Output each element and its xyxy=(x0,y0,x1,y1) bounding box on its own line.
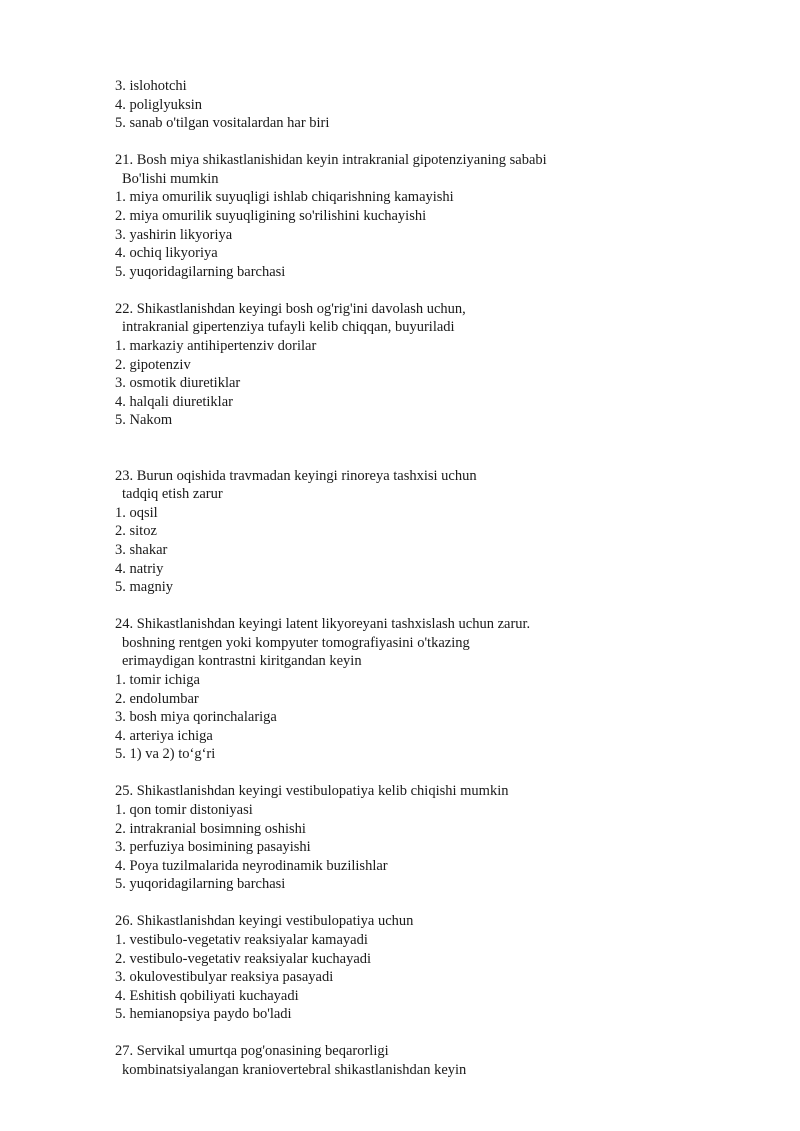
option-item: 3. islohotchi xyxy=(115,78,187,94)
option-item: 2. miya omurilik suyuqligining so'rilishini kuchayishi xyxy=(115,207,427,224)
option-item: 5. 1) va 2) to‘g‘ri xyxy=(115,746,216,763)
option-item: 2. endolumbar xyxy=(115,690,199,707)
document-page xyxy=(115,77,755,1079)
question-text: erimaydigan kontrastni kiritgandan keyin xyxy=(122,653,362,670)
option-item: 3. perfuziya bosimining pasayishi xyxy=(115,839,311,856)
option-item: 4. Eshitish qobiliyati kuchayadi xyxy=(115,987,299,1004)
option-item: 3. osmotik diuretiklar xyxy=(115,375,241,392)
question-24 xyxy=(115,615,755,764)
question-25 xyxy=(115,782,755,894)
question-text: 23. Burun oqishida travmadan keyingi rinoreya tashxisi uchun xyxy=(115,467,477,484)
option-item: 1. miya omurilik suyuqligi ishlab chiqarishning kamayishi xyxy=(115,189,454,206)
option-item: 5. yuqoridagilarning barchasi xyxy=(115,263,286,280)
question-text: 25. Shikastlanishdan keyingi vestibulopatiya kelib chiqishi mumkin xyxy=(115,783,509,800)
option-item: 2. vestibulo-vegetativ reaksiyalar kuchayadi xyxy=(115,950,372,967)
option-item: 1. vestibulo-vegetativ reaksiyalar kamayadi xyxy=(115,931,368,948)
option-item: 4. natriy xyxy=(115,560,164,577)
question-21 xyxy=(115,151,755,281)
option-item: 5. sanab o'tilgan vositalardan har biri xyxy=(115,115,330,132)
option-item: 4. Poya tuzilmalarida neyrodinamik buzilishlar xyxy=(115,857,388,874)
question-26 xyxy=(115,912,755,1024)
option-item: 4. halqali diuretiklar xyxy=(115,393,233,410)
question-text: 22. Shikastlanishdan keyingi bosh og'rig'ini davolash uchun, xyxy=(115,300,466,317)
option-item: 1. qon tomir distoniyasi xyxy=(115,801,253,818)
option-item: 3. okulovestibulyar reaksiya pasayadi xyxy=(115,969,334,986)
option-item: 2. intrakranial bosimning oshishi xyxy=(115,820,306,837)
question-text: kombinatsiyalangan kraniovertebral shikastlanishdan keyin xyxy=(122,1061,467,1078)
question-text: 24. Shikastlanishdan keyingi latent likyoreyani tashxislash uchun zarur. xyxy=(115,616,531,633)
option-item: 4. ochiq likyoriya xyxy=(115,245,218,262)
option-item: 5. magniy xyxy=(115,579,173,596)
option-item: 4. arteriya ichiga xyxy=(115,727,213,744)
question-23 xyxy=(115,467,755,597)
question-text: 26. Shikastlanishdan keyingi vestibulopatiya uchun xyxy=(115,913,414,930)
question-text: tadqiq etish zarur xyxy=(122,486,223,503)
question-27 xyxy=(115,1042,755,1079)
option-item: 1. markaziy antihipertenziv dorilar xyxy=(115,337,317,354)
option-item: 3. yashirin likyoriya xyxy=(115,226,233,243)
option-item: 5. yuqoridagilarning barchasi xyxy=(115,876,286,893)
question-text: 21. Bosh miya shikastlanishidan keyin intrakranial gipotenziyaning sababi xyxy=(115,152,547,169)
option-item: 3. shakar xyxy=(115,542,168,559)
option-item: 1. oqsil xyxy=(115,504,158,521)
question-text: intrakranial gipertenziya tufayli kelib chiqqan, buyuriladi xyxy=(122,319,455,336)
option-item: 1. tomir ichiga xyxy=(115,672,200,688)
option-item: 3. bosh miya qorinchalariga xyxy=(115,709,277,726)
option-item: 4. poliglyuksin xyxy=(115,96,203,113)
option-item: 2. gipotenziv xyxy=(115,356,191,373)
question-22 xyxy=(115,300,755,430)
option-item: 2. sitoz xyxy=(115,523,157,540)
question-text: 27. Servikal umurtqa pog'onasining beqarorligi xyxy=(115,1043,389,1060)
option-list-previous xyxy=(115,77,755,133)
question-text: Bo'lishi mumkin xyxy=(122,170,219,187)
option-item: 5. hemianopsiya paydo bo'ladi xyxy=(115,1006,292,1023)
question-text: boshning rentgen yoki kompyuter tomografiyasini o'tkazing xyxy=(122,634,470,651)
option-item: 5. Nakom xyxy=(115,412,173,429)
